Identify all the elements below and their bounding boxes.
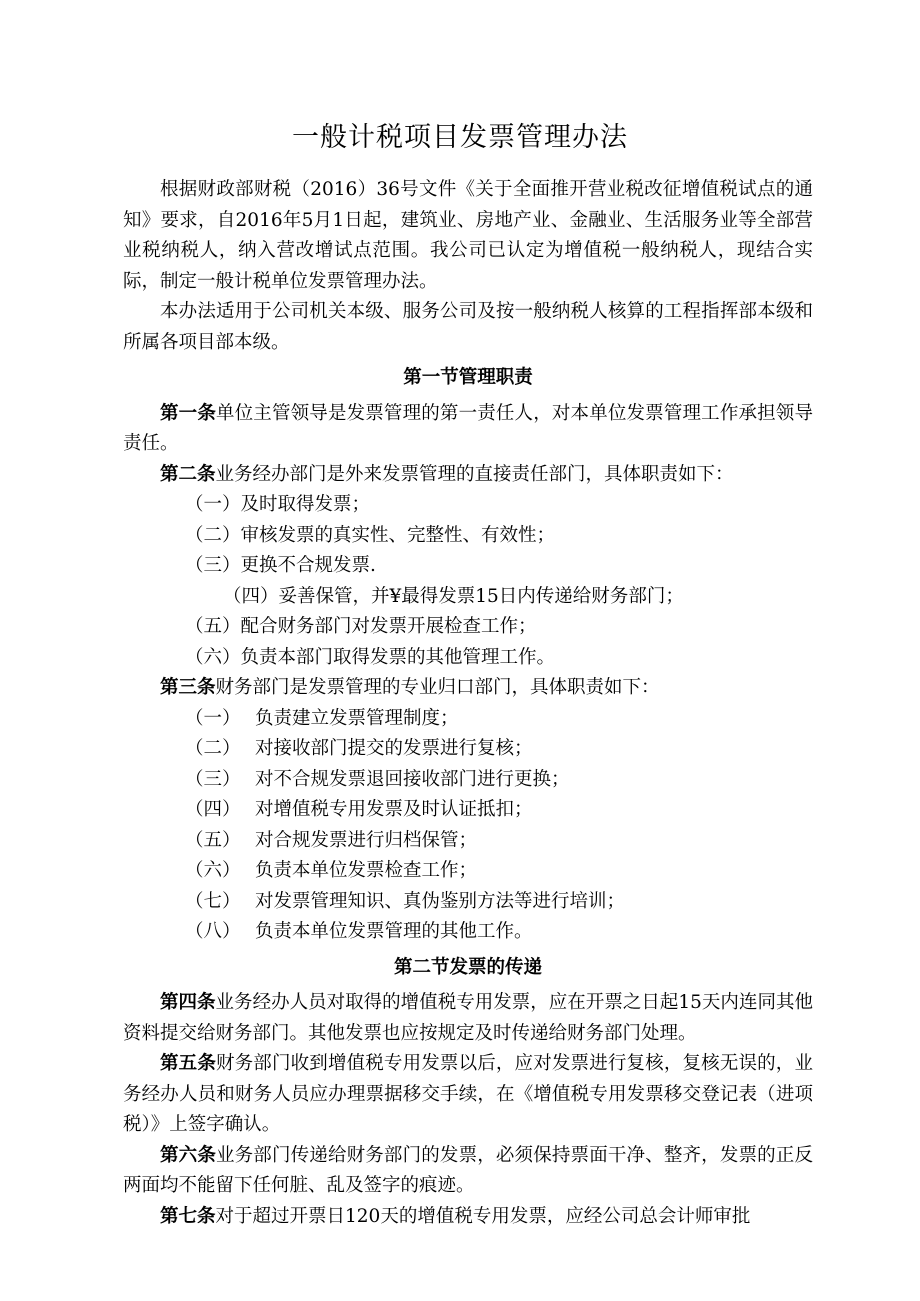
article-7-text: 对于超过开票日120天的增值税专用发票，应经公司总会计师审批 xyxy=(215,1205,751,1227)
article-3-item-number: （一） xyxy=(185,707,241,729)
article-3-item xyxy=(123,765,813,796)
article-3-item xyxy=(123,704,813,735)
article-7 xyxy=(123,1202,813,1233)
article-3-item-text: 负责本单位发票管理的其他工作。 xyxy=(255,921,533,942)
article-3-text: 财务部门是发票管理的专业归口部门，具体职责如下： xyxy=(215,677,660,698)
article-3-item-number: （八） xyxy=(185,921,241,942)
intro-paragraph-2: 本办法适用于公司机关本级、服务公司及按一般纳税人核算的工程指挥部本级和所属各项目部本级。 xyxy=(123,301,813,353)
article-6-label: 第六条 xyxy=(160,1144,216,1166)
article-3-item-text: 负责建立发票管理制度； xyxy=(255,707,459,729)
article-6 xyxy=(123,1141,813,1202)
article-1 xyxy=(123,399,813,460)
article-3 xyxy=(123,673,813,704)
article-6-text: 业务部门传递给财务部门的发票，必须保持票面干净、整齐，发票的正反两面均不能留下任何脏、乱及签字的痕迹。 xyxy=(123,1144,813,1196)
article-5 xyxy=(123,1049,813,1141)
article-3-item xyxy=(123,795,813,826)
article-3-item-number: （四） xyxy=(185,799,241,820)
article-1-label: 第一条 xyxy=(160,402,216,424)
article-3-item xyxy=(123,826,813,857)
article-4 xyxy=(123,988,813,1049)
article-4-text: 业务经办人员对取得的增值税专用发票，应在开票之日起15天内连同其他资料提交给财务部门。其他发票也应按规定及时传递给财务部门处理。 xyxy=(123,992,813,1044)
article-2-label: 第二条 xyxy=(160,463,216,485)
article-2 xyxy=(123,460,813,491)
article-3-item-number: （二） xyxy=(185,738,241,759)
article-3-item-text: 对接收部门提交的发票进行复核； xyxy=(255,738,533,759)
section-2-heading: 第二节发票的传递 xyxy=(393,956,542,978)
article-3-item xyxy=(123,917,813,948)
article-3-item-text: 对合规发票进行归档保管； xyxy=(255,829,478,851)
article-2-item: （二）审核发票的真实性、完整性、有效性； xyxy=(185,524,556,546)
article-3-item xyxy=(123,887,813,918)
article-2-item: （六）负责本部门取得发票的其他管理工作。 xyxy=(185,646,556,668)
article-1-text: 单位主管领导是发票管理的第一责任人，对本单位发票管理工作承担领导责任。 xyxy=(123,402,813,454)
article-3-item-text: 对增值税专用发票及时认证抵扣； xyxy=(255,799,533,820)
article-3-item xyxy=(123,734,813,765)
article-2-text: 业务经办部门是外来发票管理的直接责任部门，具体职责如下： xyxy=(215,463,734,485)
article-3-item-text: 负责本单位发票检查工作； xyxy=(255,860,478,881)
article-7-label: 第七条 xyxy=(160,1205,216,1227)
section-1-heading: 第一节管理职责 xyxy=(403,367,533,388)
article-3-item-number: （六） xyxy=(185,860,241,881)
document-body xyxy=(123,175,813,1232)
article-2-item: （三）更换不合规发票. xyxy=(185,555,376,576)
article-2-item: （五）配合财务部门对发票开展检查工作； xyxy=(185,616,537,637)
article-2-item: （一）及时取得发票； xyxy=(185,494,371,515)
article-3-item-number: （五） xyxy=(185,829,241,851)
intro-paragraph-1: 根据财政部财税（2016）36号文件《关于全面推开营业税改征增值税试点的通知》要求，自2016年5月1日起，建筑业、房地产业、金融业、生活服务业等全部营业税纳税人，纳入营改增试点范围。我公司已认定为增值税一般纳税人，现结合实际，制定一般计税单位发票管理办法。 xyxy=(123,179,813,292)
article-3-item-number: （七） xyxy=(185,890,241,912)
article-2-item: （四）妥善保管，并¥最得发票15日内传递给财务部门； xyxy=(223,585,684,607)
article-3-item-text: 对发票管理知识、真伪鉴别方法等进行培训； xyxy=(255,890,626,912)
article-5-label: 第五条 xyxy=(160,1053,216,1074)
article-3-label: 第三条 xyxy=(160,677,216,698)
article-3-item xyxy=(123,856,813,887)
article-3-item-text: 对不合规发票退回接收部门进行更换； xyxy=(255,768,570,790)
article-5-text: 财务部门收到增值税专用发票以后，应对发票进行复核，复核无误的，业务经办人员和财务人员应办理票据移交手续，在《增值税专用发票移交登记表（进项税）》上签字确认。 xyxy=(123,1053,813,1135)
document-title: 一般计税项目发票管理办法 xyxy=(292,122,628,153)
article-3-item-number: （三） xyxy=(185,768,241,790)
article-4-label: 第四条 xyxy=(160,992,216,1013)
